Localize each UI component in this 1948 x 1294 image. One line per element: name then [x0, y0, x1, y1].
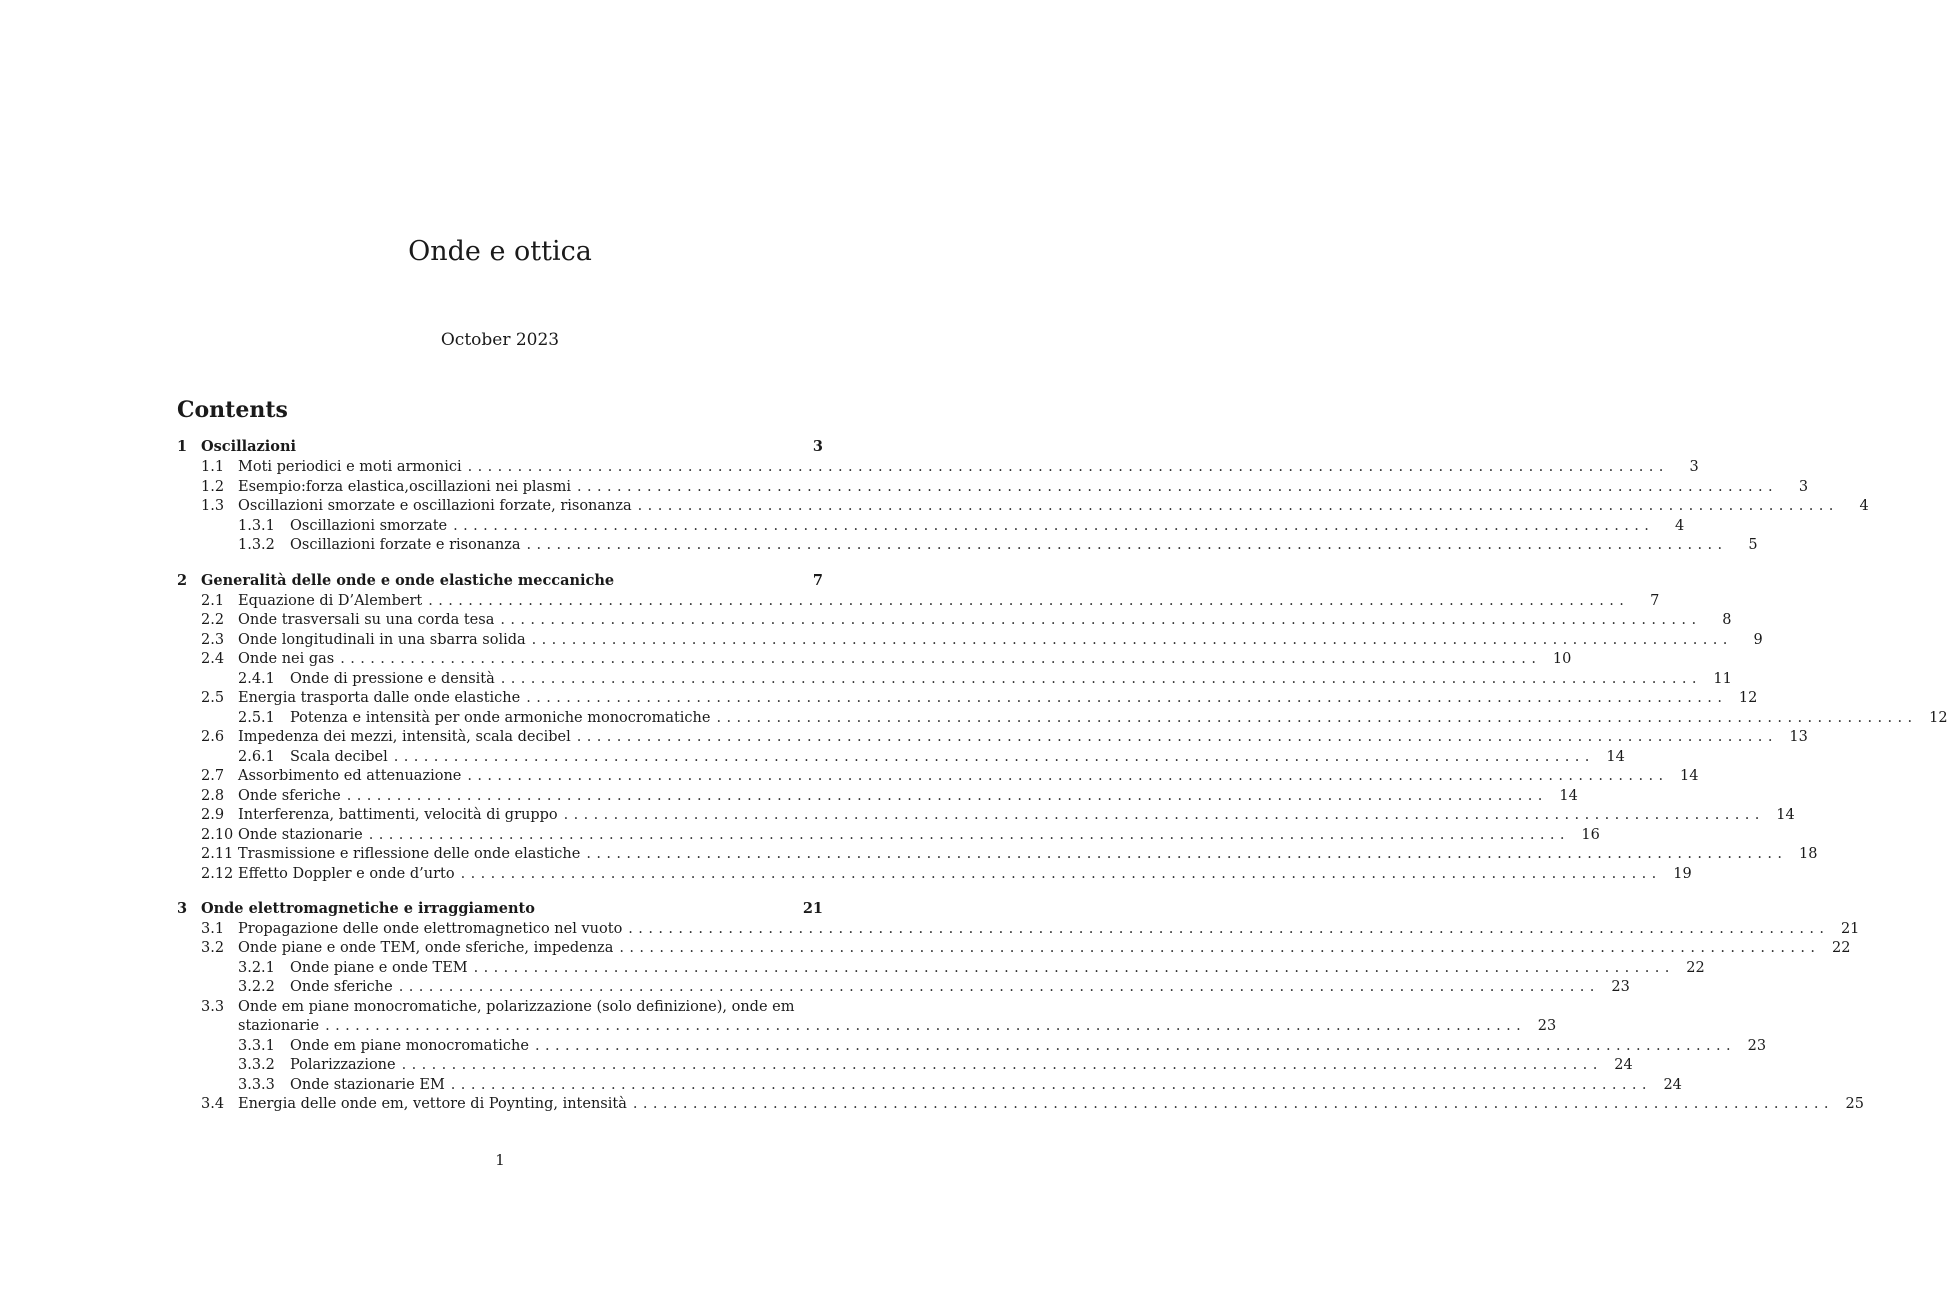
toc-number: 1.2 — [201, 479, 225, 495]
toc-number: 3.2 — [201, 940, 225, 956]
toc-dot-leader: ........................................................................................................................ — [368, 827, 1570, 843]
toc-subsection[interactable] — [238, 1075, 1682, 1095]
document-title: Onde e ottica — [408, 236, 592, 267]
toc-number: 2.11 — [201, 846, 234, 862]
toc-page-number: 22 — [1832, 940, 1851, 956]
toc-subsection[interactable] — [238, 669, 1732, 689]
toc-dot-leader: ........................................................................................................................ — [401, 1057, 1603, 1073]
contents-heading: Contents — [177, 397, 288, 423]
toc-dot-leader: ........................................................................................................................ — [637, 498, 1839, 514]
toc-page-number: 21 — [802, 900, 823, 917]
toc-page-number: 23 — [1537, 1018, 1557, 1034]
toc-number: 2.5.1 — [238, 710, 275, 726]
toc-page-number: 19 — [1673, 866, 1692, 882]
toc-section[interactable] — [201, 825, 1600, 845]
toc-page-number: 14 — [1776, 807, 1795, 823]
toc-dot-leader: ........................................................................................................................ — [576, 729, 1778, 745]
toc-title: Polarizzazione — [290, 1057, 396, 1073]
toc-number: 3.3.2 — [238, 1057, 275, 1073]
toc-dot-leader: ........................................................................................................................ — [628, 921, 1830, 937]
toc-dot-leader: ........................................................................................................................ — [576, 479, 1779, 495]
toc-page-number: 25 — [1845, 1096, 1864, 1112]
toc-section[interactable] — [201, 649, 1572, 669]
toc-title: Trasmissione e riflessione delle onde elastiche — [238, 846, 581, 862]
toc-title: Oscillazioni smorzate e oscillazioni forzate, risonanza — [238, 498, 632, 514]
toc-section[interactable] — [201, 805, 1795, 825]
toc-section[interactable] — [201, 496, 1869, 516]
toc-page-number: 24 — [1663, 1077, 1682, 1093]
toc-subsection[interactable] — [238, 977, 1630, 997]
toc-section[interactable] — [201, 864, 1692, 884]
toc-page-number: 3 — [812, 438, 823, 455]
toc-section[interactable] — [201, 477, 1809, 497]
toc-dot-leader: ........................................................................................................................ — [393, 749, 1595, 765]
toc-chapter[interactable] — [177, 571, 823, 591]
toc-title: Equazione di D’Alembert — [238, 593, 423, 609]
toc-page-number: 13 — [1789, 729, 1808, 745]
toc-dot-leader: ........................................................................................................................ — [428, 593, 1630, 609]
toc-number: 2 — [177, 572, 188, 589]
toc-title: Onde em piane monocromatiche, polarizzazione (solo definizione), onde em — [238, 999, 795, 1015]
toc-dot-leader: ........................................................................................................................ — [526, 537, 1728, 553]
toc-title: Onde sferiche — [290, 979, 393, 995]
toc-dot-leader: ........................................................................................................................ — [531, 632, 1733, 648]
toc-number: 1.1 — [201, 459, 225, 475]
toc-page-number: 3 — [1689, 459, 1699, 475]
toc-dot-leader: ........................................................................................................................ — [453, 518, 1655, 534]
toc-title: Onde nei gas — [238, 651, 335, 667]
toc-title: Onde longitudinali in una sbarra solida — [238, 632, 526, 648]
toc-dot-leader: ........................................................................................................................ — [473, 960, 1675, 976]
toc-title: Onde stazionarie EM — [290, 1077, 445, 1093]
toc-number: 2.5 — [201, 690, 225, 706]
toc-title: Potenza e intensità per onde armoniche monocromatiche — [290, 710, 711, 726]
toc-subsection[interactable] — [238, 708, 1948, 728]
toc-title: Propagazione delle onde elettromagnetico nel vuoto — [238, 921, 623, 937]
toc-title: Interferenza, battimenti, velocità di gruppo — [238, 807, 558, 823]
toc-number: 2.6.1 — [238, 749, 275, 765]
toc-title: Esempio:forza elastica,oscillazioni nei plasmi — [238, 479, 571, 495]
toc-title: Onde sferiche — [238, 788, 341, 804]
toc-subsection[interactable] — [238, 535, 1758, 555]
toc-section[interactable] — [201, 786, 1578, 806]
toc-subsection[interactable] — [238, 516, 1685, 536]
toc-title: Oscillazioni smorzate — [290, 518, 448, 534]
toc-title: Energia trasporta dalle onde elastiche — [238, 690, 521, 706]
toc-title: Onde di pressione e densità — [290, 671, 495, 687]
toc-dot-leader: ........................................................................................................................ — [500, 612, 1702, 628]
toc-title: Energia delle onde em, vettore di Poynting, intensità — [238, 1096, 627, 1112]
toc-title: Oscillazioni forzate e risonanza — [290, 537, 521, 553]
toc-number: 2.3 — [201, 632, 225, 648]
toc-title: Assorbimento ed attenuazione — [238, 768, 462, 784]
toc-section[interactable] — [201, 844, 1818, 864]
toc-section[interactable] — [201, 1016, 1557, 1036]
toc-section[interactable] — [201, 457, 1699, 477]
toc-dot-leader: ........................................................................................................................ — [346, 788, 1548, 804]
page-number: 1 — [495, 1151, 505, 1169]
toc-dot-leader: ........................................................................................................................ — [632, 1096, 1834, 1112]
toc-dot-leader: ........................................................................................................................ — [450, 1077, 1652, 1093]
toc-chapter[interactable] — [177, 899, 823, 919]
toc-dot-leader: ........................................................................................................................ — [467, 459, 1669, 475]
toc-number: 2.10 — [201, 827, 234, 843]
toc-subsection[interactable] — [238, 1036, 1767, 1056]
toc-page-number: 14 — [1680, 768, 1699, 784]
toc-dot-leader: ........................................................................................................................ — [619, 940, 1821, 956]
toc-number: 2.1 — [201, 593, 225, 609]
toc-number: 2.7 — [201, 768, 225, 784]
toc-dot-leader: ........................................................................................................................ — [534, 1038, 1737, 1054]
toc-title: Impedenza dei mezzi, intensità, scala decibel — [238, 729, 571, 745]
toc-number: 3 — [177, 900, 188, 917]
toc-section[interactable] — [201, 688, 1758, 708]
toc-number: 2.8 — [201, 788, 225, 804]
toc-page-number: 16 — [1581, 827, 1600, 843]
toc-number: 3.2.1 — [238, 960, 275, 976]
toc-number: 3.3.1 — [238, 1038, 275, 1054]
toc-number: 1.3 — [201, 498, 225, 514]
toc-number: 3.3 — [201, 999, 225, 1015]
toc-page-number: 7 — [1650, 593, 1660, 609]
toc-section[interactable] — [201, 997, 823, 1017]
toc-dot-leader: ........................................................................................................................ — [340, 651, 1542, 667]
toc-section[interactable] — [201, 610, 1732, 630]
toc-title: Scala decibel — [290, 749, 388, 765]
toc-title: Onde piane e onde TEM, onde sferiche, impedenza — [238, 940, 614, 956]
toc-section[interactable] — [201, 630, 1763, 650]
document-date: October 2023 — [440, 330, 560, 350]
toc-section[interactable] — [201, 938, 1851, 958]
toc-dot-leader: ........................................................................................................................ — [398, 979, 1600, 995]
toc-title: stazionarie — [238, 1018, 320, 1034]
toc-chapter[interactable] — [177, 437, 823, 457]
toc-page-number: 8 — [1722, 612, 1732, 628]
toc-title: Generalità delle onde e onde elastiche meccaniche — [201, 572, 615, 589]
toc-section[interactable] — [201, 591, 1660, 611]
toc-page-number: 4 — [1675, 518, 1685, 534]
toc-page-number: 3 — [1798, 479, 1809, 495]
toc-number: 2.4 — [201, 651, 225, 667]
toc-dot-leader: ........................................................................................................................ — [460, 866, 1662, 882]
toc-number: 1.3.2 — [238, 537, 275, 553]
toc-number: 2.4.1 — [238, 671, 275, 687]
toc-dot-leader: ........................................................................................................................ — [716, 710, 1918, 726]
toc-page-number: 10 — [1552, 651, 1572, 667]
toc-number: 2.9 — [201, 807, 225, 823]
toc-page-number: 23 — [1611, 979, 1630, 995]
toc-title: Onde elettromagnetiche e irraggiamento — [201, 900, 535, 917]
toc-page-number: 24 — [1614, 1057, 1633, 1073]
toc-page-number: 12 — [1738, 690, 1758, 706]
toc-page-number: 21 — [1840, 921, 1860, 937]
toc-page-number: 7 — [812, 572, 823, 589]
toc-subsection[interactable] — [238, 747, 1625, 767]
toc-dot-leader: ........................................................................................................................ — [563, 807, 1765, 823]
toc-title: Onde em piane monocromatiche — [290, 1038, 529, 1054]
toc-number: 2.12 — [201, 866, 234, 882]
toc-page-number: 4 — [1859, 498, 1869, 514]
toc-title: Effetto Doppler e onde d’urto — [238, 866, 455, 882]
toc-number: 2.2 — [201, 612, 225, 628]
toc-title: Onde stazionarie — [238, 827, 363, 843]
toc-dot-leader: ........................................................................................................................ — [586, 846, 1788, 862]
toc-dot-leader: ........................................................................................................................ — [325, 1018, 1527, 1034]
toc-number: 1 — [177, 438, 188, 455]
toc-section[interactable] — [201, 1094, 1864, 1114]
toc-page-number: 9 — [1753, 632, 1763, 648]
toc-dot-leader: ........................................................................................................................ — [467, 768, 1669, 784]
toc-title: Moti periodici e moti armonici — [238, 459, 462, 475]
toc-dot-leader: ........................................................................................................................ — [500, 671, 1702, 687]
toc-page-number: 22 — [1686, 960, 1705, 976]
toc-title: Oscillazioni — [201, 438, 297, 455]
toc-number: 3.1 — [201, 921, 225, 937]
toc-page-number: 14 — [1559, 788, 1578, 804]
toc-page-number: 5 — [1748, 537, 1758, 553]
toc-number: 3.2.2 — [238, 979, 275, 995]
toc-number: 1.3.1 — [238, 518, 275, 534]
toc-page-number: 18 — [1798, 846, 1818, 862]
toc-page-number: 12 — [1929, 710, 1948, 726]
toc-section[interactable] — [201, 919, 1860, 939]
toc-title: Onde trasversali su una corda tesa — [238, 612, 495, 628]
toc-number: 3.4 — [201, 1096, 225, 1112]
toc-subsection[interactable] — [238, 958, 1705, 978]
toc-section[interactable] — [201, 727, 1808, 747]
toc-title: Onde piane e onde TEM — [290, 960, 468, 976]
toc-section[interactable] — [201, 766, 1699, 786]
toc-page-number: 11 — [1713, 671, 1732, 687]
toc-dot-leader: ........................................................................................................................ — [526, 690, 1728, 706]
toc-subsection[interactable] — [238, 1055, 1633, 1075]
toc-page-number: 14 — [1606, 749, 1625, 765]
toc-number: 3.3.3 — [238, 1077, 275, 1093]
toc-page-number: 23 — [1747, 1038, 1767, 1054]
toc-number: 2.6 — [201, 729, 225, 745]
